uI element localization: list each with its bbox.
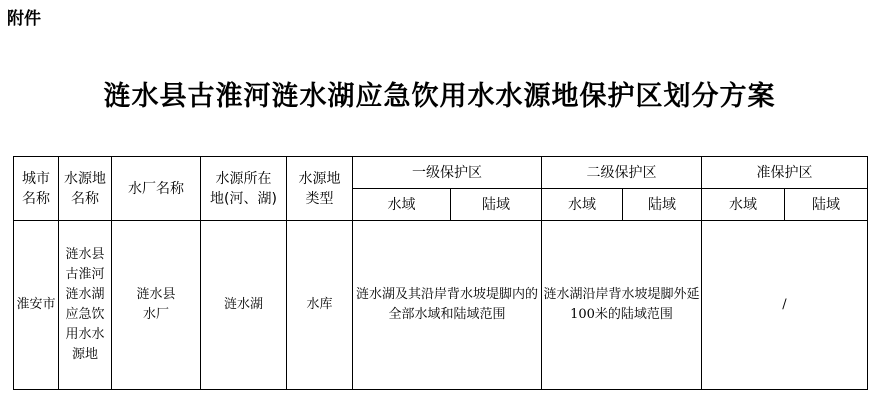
header-secondary-land-area: 陆域	[623, 189, 702, 221]
protection-zone-table	[13, 156, 868, 390]
document-title: 涟水县古淮河涟水湖应急饮用水水源地保护区划分方案	[103, 81, 776, 112]
header-quasi-land-area: 陆域	[785, 189, 868, 221]
header-city-name: 城市 名称	[14, 157, 59, 221]
header-row-1	[14, 157, 868, 189]
cell-primary-zone: 涟水湖及其沿岸背水坡堤脚内的全部水域和陆域范围	[353, 221, 542, 390]
header-quasi-zone: 准保护区	[702, 157, 868, 189]
header-quasi-water-area: 水域	[702, 189, 785, 221]
header-primary-land-area: 陆域	[451, 189, 542, 221]
cell-plant-name: 涟水县 水厂	[112, 221, 201, 390]
cell-source-type: 水库	[287, 221, 353, 390]
cell-secondary-zone: 涟水湖沿岸背水坡堤脚外延100米的陆域范围	[542, 221, 702, 390]
cell-source-name: 涟水县 古淮河 涟水湖 应急饮 用水水 源地	[59, 221, 112, 390]
table-row	[14, 221, 868, 390]
cell-city-name: 淮安市	[14, 221, 59, 390]
header-source-type: 水源地 类型	[287, 157, 353, 221]
cell-water-body: 涟水湖	[201, 221, 287, 390]
header-secondary-zone: 二级保护区	[542, 157, 702, 189]
header-primary-zone: 一级保护区	[353, 157, 542, 189]
header-water-body: 水源所在 地(河、湖)	[201, 157, 287, 221]
attachment-label: 附件	[7, 9, 41, 29]
header-source-name: 水源地 名称	[59, 157, 112, 221]
cell-quasi-zone: /	[702, 221, 868, 390]
header-secondary-water-area: 水域	[542, 189, 623, 221]
header-plant-name: 水厂名称	[112, 157, 201, 221]
header-primary-water-area: 水域	[353, 189, 451, 221]
